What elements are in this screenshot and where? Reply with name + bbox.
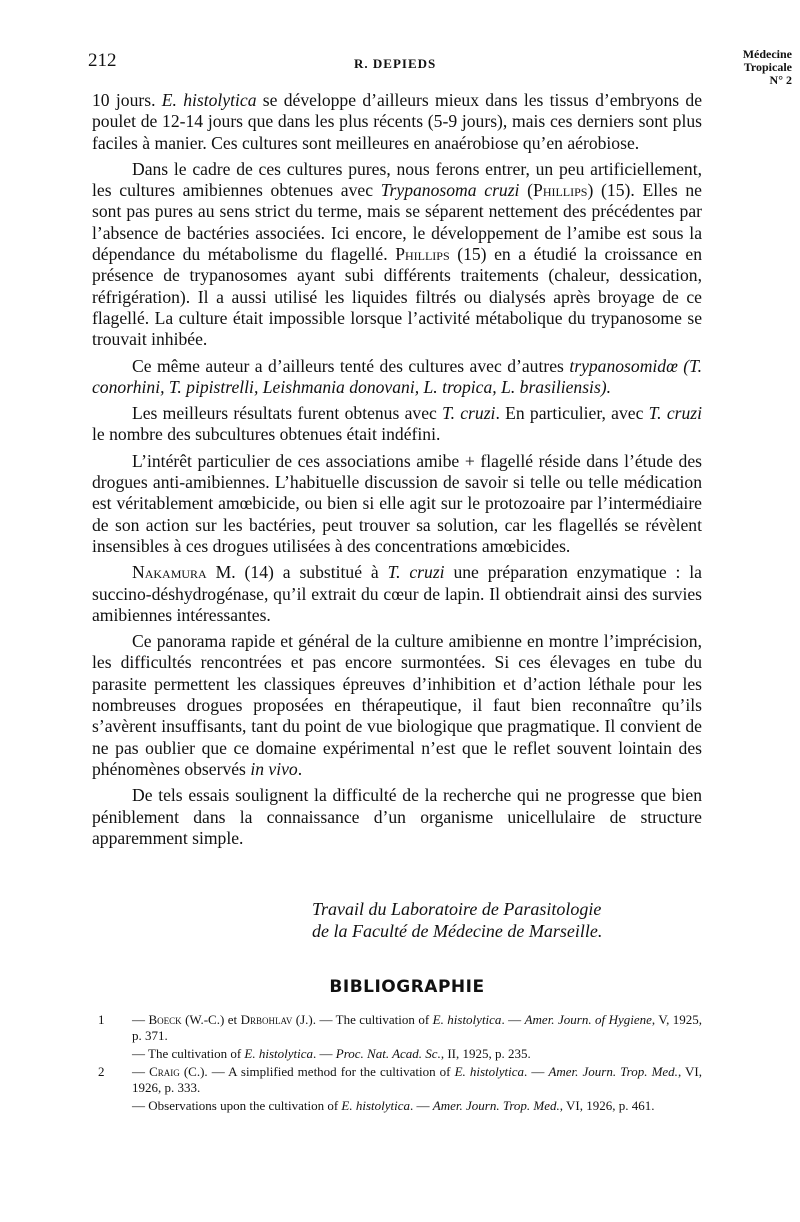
paragraph: [92, 90, 702, 154]
author-name: Craig: [149, 1064, 180, 1079]
text-run: . —: [410, 1098, 433, 1113]
author-name: Phillips: [395, 244, 450, 265]
text-run: (C.). — A simplified method for the cultivation of: [179, 1064, 455, 1079]
species-name: E. histolytica: [454, 1064, 525, 1079]
text-run: —: [132, 1064, 150, 1079]
text-run: (: [519, 180, 534, 201]
author-name: Drbohlav: [240, 1012, 293, 1027]
latin-term: in vivo: [250, 758, 298, 779]
paragraph: [92, 356, 702, 399]
text-run: se développe d’ailleurs mieux dans les tissus d’embryons de poulet de 12-14 jours que dans les plus récents (5-9 jours), mais ces derniers sont plus faciles à manier. Ces cultures sont meilleures en anaérobiose qu’en aérobiose.: [92, 90, 703, 153]
species-name: T. cruzi: [387, 562, 445, 583]
reference-item: [92, 1064, 702, 1096]
text-run: . En particulier, avec: [495, 403, 649, 424]
affiliation-line: de la Faculté de Médecine de Marseille.: [312, 921, 603, 941]
species-name: E. histolytica: [432, 1012, 502, 1027]
journal-name: Amer. Journ. Trop. Med.: [432, 1098, 560, 1113]
body-text: [92, 90, 702, 854]
paragraph: [92, 403, 702, 446]
journal-name: Proc. Nat. Acad. Sc.: [335, 1046, 441, 1061]
reference-number: 1: [98, 1012, 105, 1027]
text-run: (W.-C.) et: [181, 1012, 241, 1027]
paragraph: De tels essais soulignent la difficulté de la recherche qui ne progresse que bien péniblement dans la connaissance d’un organisme unicellulaire de structure apparemment simple.: [92, 785, 702, 848]
species-name: E. histolytica: [244, 1046, 314, 1061]
text-run: (J.). — The cultivation of: [292, 1012, 433, 1027]
affiliation-line: Travail du Laboratoire de Parasitologie: [312, 899, 602, 919]
author-name: Phillips: [533, 180, 588, 201]
reference-item: [92, 1046, 702, 1062]
reference-number: 2: [98, 1064, 105, 1079]
running-head: R. DEPIEDS: [354, 56, 437, 71]
text-run: , VI, 1926, p. 333.: [132, 1064, 703, 1095]
author-name: Boeck: [148, 1012, 182, 1027]
text-run: — Observations upon the cultivation of: [132, 1098, 342, 1113]
text-run: , II, 1925, p. 235.: [440, 1046, 531, 1061]
text-run: 10 jours.: [92, 90, 162, 110]
text-run: M. (14) a substitué à: [206, 562, 388, 583]
journal-tag-line: Tropicale: [743, 60, 792, 74]
species-name: Trypanosoma cruzi: [380, 180, 520, 201]
journal-tag-line: N° 2: [769, 73, 792, 87]
paragraph: [92, 631, 702, 780]
text-run: Ce panorama rapide et général de la culture amibienne en montre l’imprécision, les difficultés rencontrées et pas encore surmontées. Si ces élevages en tube du parasite permettent les classiques épreuves d’inhibition et d’action léthale pour les nombreuses drogues proposées en thérapeutique, il faut bien reconnaître qu’ils s’avèrent insuffisants, tant du point de vue biologique que pragmatique. Il convient de ne pas oublier que ce domaine expérimental n’est que le reflet souvent lointain des phénomènes observés: [92, 631, 702, 779]
species-name: T. cruzi: [442, 403, 496, 424]
species-name: E. histolytica: [161, 90, 257, 110]
text-run: (15) en a étudié la croissance en présence de trypanosomes ayant subi différents traitements (chaleur, dessication, réfrigération). Il a aussi utilisé les liquides filtrés ou dialysés après broyage de ce flagellé. La culture était impossible lorsque l’activité métabolique du trypanosome se trouvait inhibée.: [92, 244, 703, 350]
species-name: T. cruzi: [648, 403, 703, 424]
journal-tag-line: Médecine: [742, 47, 792, 61]
text-run: —: [132, 1012, 149, 1027]
reference-item: [92, 1012, 702, 1044]
journal-name: Amer. Journ. of Hygiene: [524, 1012, 652, 1027]
bibliography-list: [92, 1012, 702, 1116]
paragraph: [92, 159, 702, 351]
text-run: le nombre des subcultures obtenues était indéfini.: [92, 424, 441, 445]
text-run: — The cultivation of: [132, 1046, 245, 1061]
text-run: , V, 1925, p. 371.: [132, 1012, 703, 1043]
page-number: 212: [88, 50, 117, 71]
affiliation-signature: [312, 898, 692, 942]
paragraph: L’intérêt particulier de ces associations amibe + flagellé réside dans l’étude des drogues anti-amibiennes. L’habituelle discussion de savoir si telle ou telle médication est véritablement amœbicide, ou bien si elle agit sur le protozoaire par l’intermédiaire de son action sur les bactéries, peut trouver sa solution, car les flagellés se révèlent insensibles à ces drogues utilisées à des concentrations amœbicides.: [92, 450, 702, 556]
text-run: .: [297, 758, 303, 779]
bibliography-title: BIBLIOGRAPHIE: [329, 977, 485, 997]
author-name: Nakamura: [132, 562, 207, 583]
journal-tag: [724, 48, 792, 87]
journal-name: Amer. Journ. Trop. Med.: [548, 1064, 678, 1079]
text-run: Dans le cadre de ces cultures pures, nous ferons entrer, un peu artificiellement, les cultures amibiennes obtenues avec: [92, 158, 702, 201]
species-name: E. histolytica: [341, 1098, 411, 1113]
paragraph: [92, 562, 702, 626]
species-name: trypanosomidœ (T. conorhini, T. pipistrelli, Leishmania donovani, L. tropica, L. brasiliensis).: [92, 355, 702, 397]
text-run: ) (15). Elles ne sont pas pures au sens strict du terme, mais se séparent nettement des précédentes par l’absence de bactéries associées. Ici encore, le développement de l’amibe est sous la dépendance du métabolisme du flagellé.: [92, 180, 702, 265]
text-run: . —: [524, 1064, 549, 1079]
reference-item: [92, 1098, 702, 1114]
text-run: . —: [501, 1012, 525, 1027]
text-run: , VI, 1926, p. 461.: [559, 1098, 655, 1113]
text-run: une préparation enzymatique : la succino-déshydrogénase, qu’il extrait du cœur de lapin. Il obtiendrait ainsi des survies amibiennes intéressantes.: [92, 562, 702, 625]
text-run: . —: [313, 1046, 336, 1061]
text-run: Les meilleurs résultats furent obtenus avec: [132, 403, 443, 424]
text-run: Ce même auteur a d’ailleurs tenté des cultures avec d’autres: [132, 355, 570, 376]
